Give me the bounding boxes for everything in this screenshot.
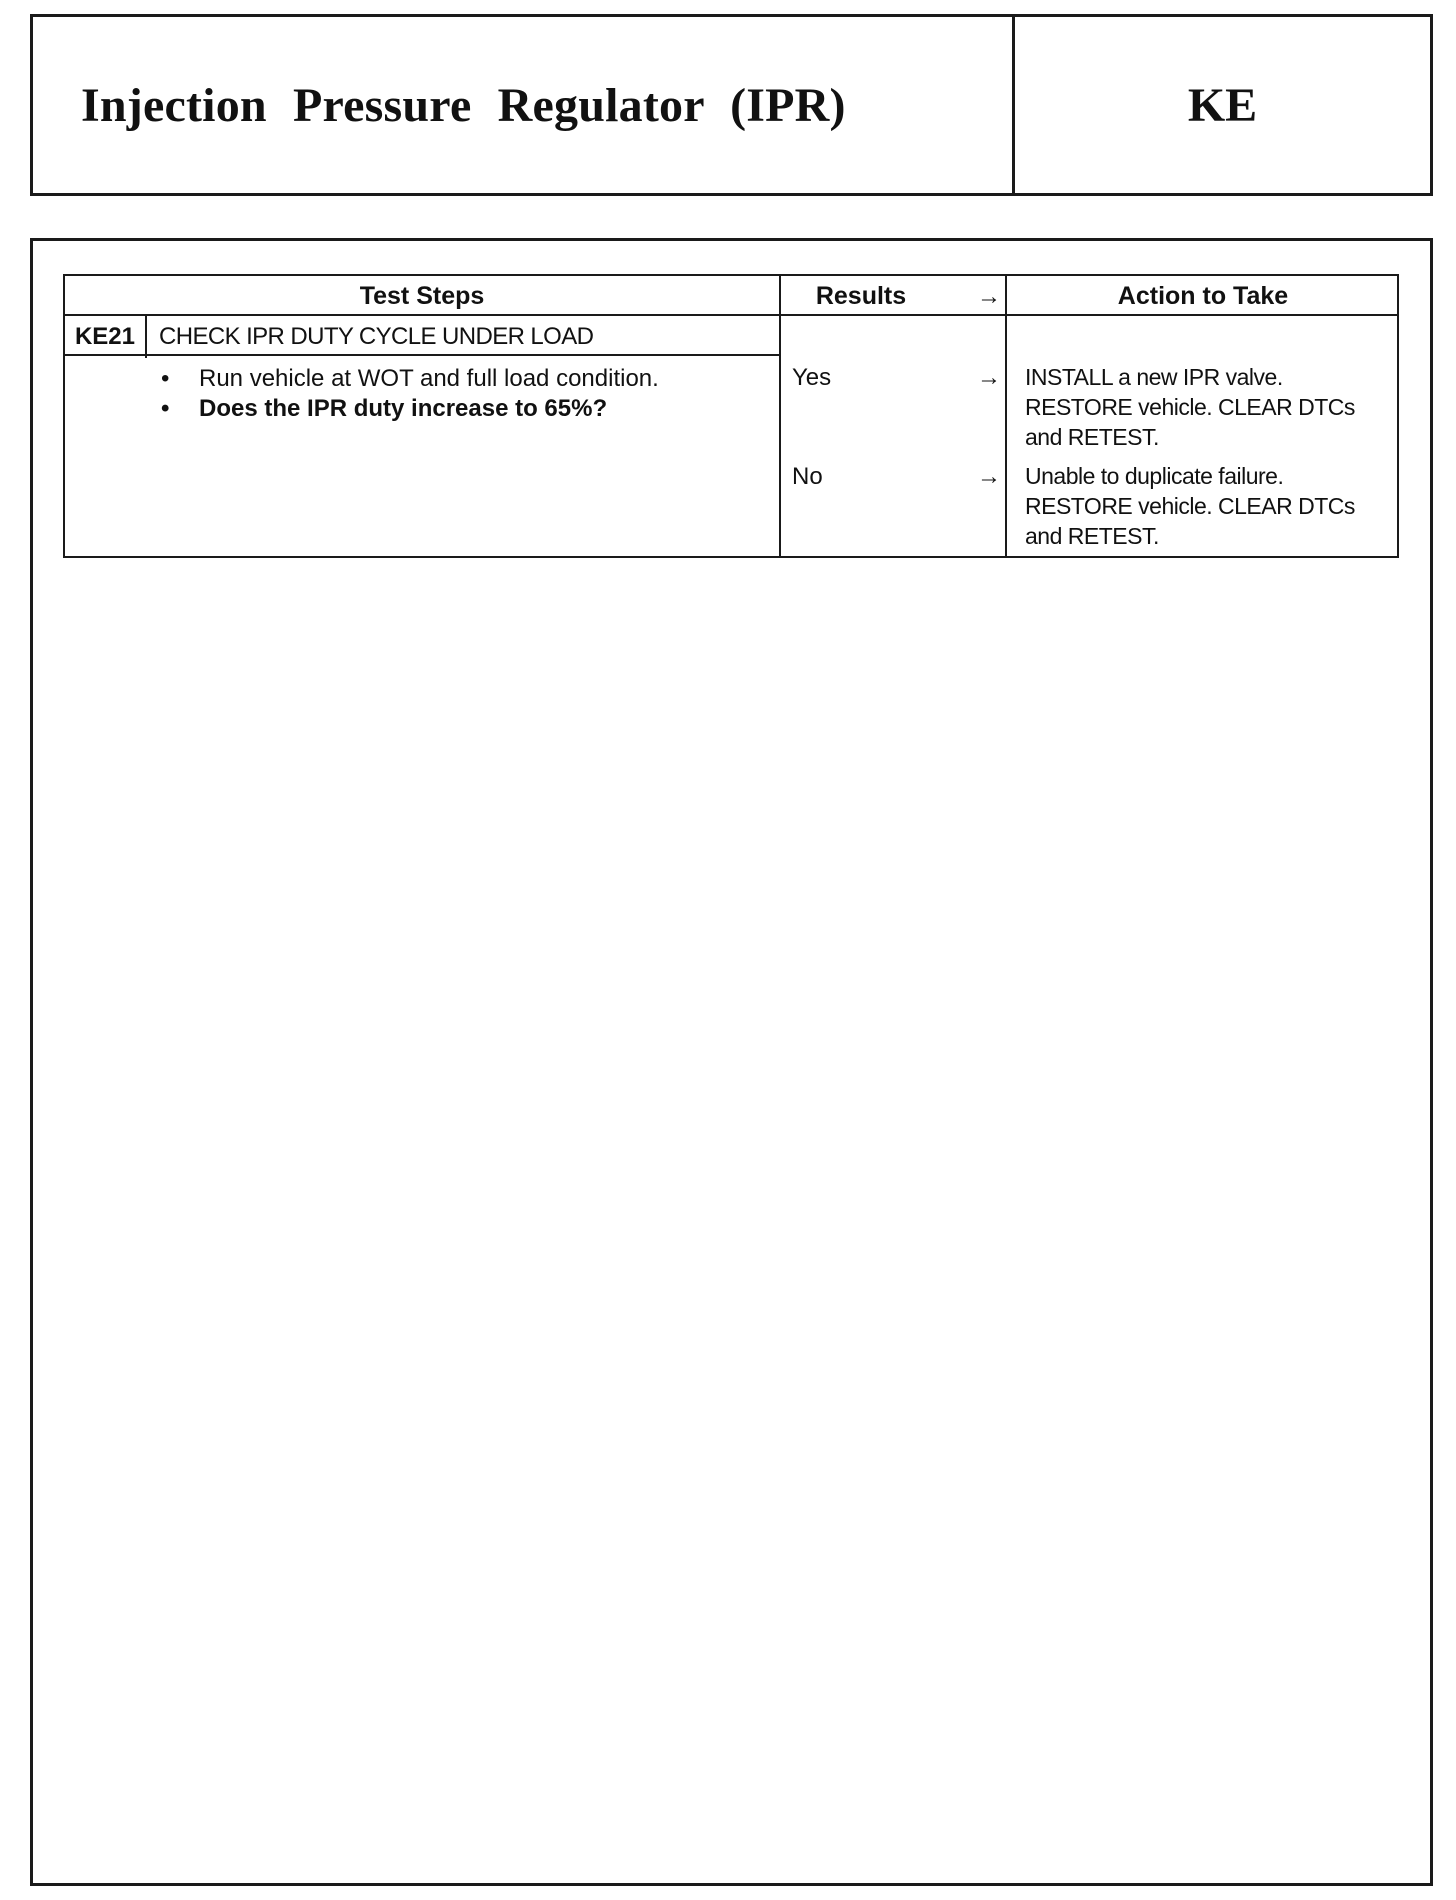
column-header-results: Results bbox=[815, 281, 907, 310]
result-no: No bbox=[792, 463, 823, 490]
results-header-arrow-icon: → bbox=[977, 283, 1001, 310]
step-instruction: Run vehicle at WOT and full load condition. bbox=[199, 365, 659, 392]
list-item bbox=[155, 364, 775, 394]
step-code: KE21 bbox=[74, 323, 136, 350]
column-header-test-steps: Test Steps bbox=[359, 281, 485, 310]
result-yes-arrow-icon: → bbox=[977, 364, 1001, 391]
result-yes: Yes bbox=[792, 364, 832, 391]
section-code: KE bbox=[1187, 78, 1258, 132]
action-yes: INSTALL a new IPR valve. RESTORE vehicle. CLEAR DTCs and RETEST. bbox=[1025, 364, 1355, 450]
test-steps-table bbox=[63, 274, 1399, 558]
bullet-icon: • bbox=[161, 395, 170, 422]
column-divider-results bbox=[779, 276, 781, 556]
bullet-icon: • bbox=[161, 365, 170, 392]
step-bullet-list bbox=[155, 364, 775, 424]
list-item bbox=[155, 394, 775, 424]
column-header-action: Action to Take bbox=[1117, 281, 1289, 310]
page-title: Injection Pressure Regulator (IPR) bbox=[33, 17, 1015, 193]
action-no: Unable to duplicate failure. RESTORE vehicle. CLEAR DTCs and RETEST. bbox=[1025, 463, 1355, 549]
step-title: CHECK IPR DUTY CYCLE UNDER LOAD bbox=[159, 323, 594, 350]
step-question: Does the IPR duty increase to 65%? bbox=[199, 395, 608, 422]
page-header bbox=[30, 14, 1433, 196]
result-no-arrow-icon: → bbox=[977, 463, 1001, 490]
step-code-divider bbox=[145, 316, 147, 358]
column-divider-action bbox=[1005, 276, 1007, 556]
